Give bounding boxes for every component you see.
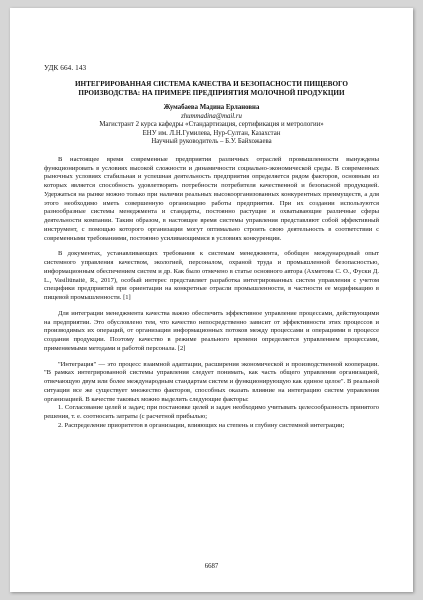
article-body: [44, 156, 379, 431]
document-page: [10, 8, 413, 592]
author-block: [44, 104, 379, 147]
udc-code: УДК 664. 143: [44, 64, 87, 72]
list-item: 1. Согласование целей и задач; при постановке целей и задач необходимо учитывать целесообразность принятого решения, т. е. соотносить затраты (с расчетной прибылью;: [44, 404, 379, 421]
author-email: zhummadina@mail.ru: [181, 112, 242, 120]
paragraph: "Интеграция" — это процесс взаимной адаптации, расширения экономической и производственной кооперации. "В рамках интегрированной системы управления следует понимать, как часть общего управления организацией, отвечающую двум или более международным стандартам систем и функционирующую как единое целое". В реальной ситуации все же существует множество факторов, способных оказать влияние на интеграцию систем управления организацией. В качестве таковых можно выделить следующие факторы:: [44, 360, 379, 403]
article-title: ИНТЕГРИРОВАННАЯ СИСТЕМА КАЧЕСТВА И БЕЗОПАСНОСТИ ПИЩЕВОГО ПРОИЗВОДСТВА: НА ПРИМЕРЕ ПРЕДПРИЯТИЯ МОЛОЧНОЙ ПРОДУКЦИИ: [74, 80, 349, 97]
list-item: 2. Распределение приоритетов в организации, влияющих на степень и глубину системной интеграции;: [58, 421, 345, 429]
paragraph: В документах, устанавливающих требования к системам менеджмента, обобщен международный опыт системного управления качеством, экологией, персоналом, охраной труда и промышленной безопасностью, информационным обеспечением систем и др. Как было отмечено в статье основного автора (Ахметова С. О., Фуски Д. L., Vasiliūnaitė, R., 2017), особый интерес представляет разработка интегрированных систем управления с учетом специфики предприятий при ориентации на конкретные отрасли промышленности, в частности ее модификацию в пищевой промышленности. [1]: [44, 250, 379, 302]
paragraph: В настоящее время современные предприятия различных отраслей промышленности вынуждены функционировать в условиях высокой сложности и динамичности социально-экономической среды. В современных рыночных условиях стабильная и успешная деятельность предприятия определяется рядом факторов, основным из которых является способность удовлетворять потребности потребителя качественной и безопасной продукцией. Удержаться на рынке можно только при наличии реальных высокоорганизованных конкурентных преимуществ, а для этого необходимо иметь совершенную организацию работы предприятия. При их создании используются разнообразные системы менеджмента и стандарты, постоянно растущие и охватывающие различные сферы деятельности компании. Таким образом, в настоящее время системы управления представляют собой эффективный инструмент, с помощью которого организации могут оптимально строить свою деятельность в соответствии с современными требованиями, постоянно усиливающимися в условиях конкуренции.: [44, 155, 379, 242]
supervisor: Научный руководитель – Б.У. Байхожаева: [151, 138, 272, 146]
page-number: 6687: [204, 563, 219, 570]
author-name: Жумабаева Мадина Ерлановна: [163, 104, 260, 111]
author-position: Магистрант 2 курса кафедры «Стандартизация, сертификация и метрологии»: [99, 121, 324, 129]
author-affiliation: ЕНУ им. Л.Н.Гумилева, Нур-Султан, Казахстан: [142, 129, 281, 137]
paragraph: Для интеграции менеджмента качества важно обеспечить эффективное управление процессами, действующими на предприятии. Это обусловлено тем, что качество непосредственно зависит от эффективности этих процессов и производимых их операций, от организации информационных потоков между процессами и операциями в процессе создания продукции. Поэтому качество в режиме реального времени определяется управлением процессами, применяемыми методами и работой персонала. [2]: [44, 309, 379, 352]
